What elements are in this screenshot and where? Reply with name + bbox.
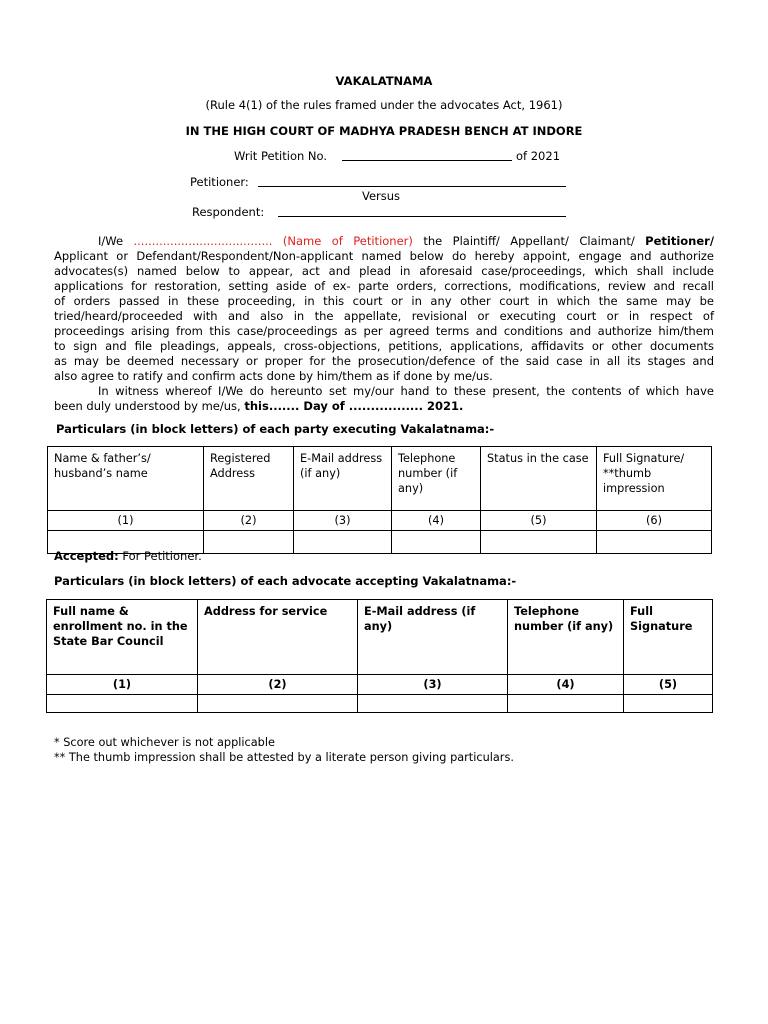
party-col-number: (4): [392, 511, 481, 531]
petitioner-blank[interactable]: [258, 186, 566, 187]
respondent-blank[interactable]: [278, 216, 566, 217]
party-entry-cell[interactable]: [392, 531, 481, 554]
party-col-number: (6): [597, 511, 712, 531]
para-line-6: tried/heard/proceeded with and also in the appellate, revisional or executing court or in respect of: [54, 309, 714, 323]
court-name: IN THE HIGH COURT OF MADHYA PRADESH BENCH AT INDORE: [185, 124, 583, 138]
writ-year: of 2021: [516, 149, 561, 163]
party-header-address: Registered Address: [204, 447, 294, 511]
party-header-status: Status in the case: [481, 447, 597, 511]
rule-subtitle: (Rule 4(1) of the rules framed under the advocates Act, 1961): [205, 98, 563, 112]
versus-label: Versus: [362, 189, 401, 203]
advocate-col-number: (5): [624, 675, 713, 695]
para-line-1: I/We ...................................... (Name of Petitioner) the Plaintiff/ Appellant/ Claimant/ Petitioner/: [98, 234, 715, 248]
para-line-7: proceedings arising from this case/proceedings as per agreed terms and conditions and authorize him/them: [54, 324, 714, 338]
advocate-col-number: (2): [198, 675, 358, 695]
para-line-2: Applicant or Defendant/Respondent/Non-applicant named below do hereby appoint, engage and authorize: [54, 249, 714, 263]
advocate-header-telephone: Telephone number (if any): [508, 600, 624, 675]
para-line-9: as may be deemed necessary or proper for the prosecution/defence of the said case in all its stages and: [54, 354, 714, 368]
footnote-thumb-impression: ** The thumb impression shall be attested by a literate person giving particulars.: [54, 751, 514, 764]
para-line-8: to sign and file pleadings, appeals, cross-objections, petitions, applications, affidavits or other documents: [54, 339, 714, 353]
party-entry-cell[interactable]: [294, 531, 392, 554]
petitioner-label: Petitioner:: [190, 175, 249, 189]
advocate-entry-cell[interactable]: [358, 695, 508, 713]
witness-line-2: been duly understood by me/us, this....... Day of ................. 2021.: [54, 399, 464, 413]
advocate-header-email: E-Mail address (if any): [358, 600, 508, 675]
party-number-row: [48, 511, 712, 531]
para-line-4: applications for restoration, setting aside of ex- parte orders, corrections, modifications, review and recall: [54, 279, 714, 293]
writ-number-blank[interactable]: [342, 160, 512, 161]
witness-line-1: In witness whereof I/We do hereunto set my/our hand to these present, the contents of which have: [98, 384, 714, 398]
para-line-5: of orders passed in these proceeding, in this court or in any other court in which the same may be: [54, 294, 714, 308]
footnote-score-out: * Score out whichever is not applicable: [54, 736, 275, 749]
party-col-number: (1): [48, 511, 204, 531]
advocate-number-row: [47, 675, 713, 695]
advocate-col-number: (1): [47, 675, 198, 695]
para-line-10: also agree to ratify and confirm acts done by him/them as if done by me/us.: [54, 369, 493, 383]
party-header-row: [48, 447, 712, 511]
petitioner-name-blank[interactable]: ......................................: [133, 234, 273, 248]
petitioner-name-placeholder: (Name of Petitioner): [282, 234, 413, 248]
para-line-3: advocates(s) named below to appear, act and plead in aforesaid case/proceedings, which shall include: [54, 264, 714, 278]
advocate-col-number: (3): [358, 675, 508, 695]
advocate-entry-cell[interactable]: [508, 695, 624, 713]
advocate-col-number: (4): [508, 675, 624, 695]
advocate-section-heading: Particulars (in block letters) of each advocate accepting Vakalatnama:-: [54, 574, 517, 588]
party-header-email: E-Mail address (if any): [294, 447, 392, 511]
advocate-header-name: Full name & enrollment no. in the State Bar Council: [47, 600, 198, 675]
party-header-telephone: Telephone number (if any): [392, 447, 481, 511]
party-header-signature: Full Signature/ **thumb impression: [597, 447, 712, 511]
document-title: VAKALATNAMA: [335, 74, 433, 88]
advocate-header-address: Address for service: [198, 600, 358, 675]
respondent-label: Respondent:: [192, 205, 265, 219]
party-col-number: (5): [481, 511, 597, 531]
party-col-number: (2): [204, 511, 294, 531]
advocate-entry-cell[interactable]: [47, 695, 198, 713]
advocate-entry-row: [47, 695, 713, 713]
authorization-paragraph: [54, 234, 714, 414]
advocate-header-row: [47, 600, 713, 675]
advocate-entry-cell[interactable]: [624, 695, 713, 713]
witness-date: this....... Day of ................. 2021.: [244, 399, 464, 413]
writ-petition-label: Writ Petition No.: [234, 149, 328, 163]
advocate-table: [46, 599, 713, 713]
party-table: [47, 446, 712, 554]
accepted-line: Accepted: For Petitioner.: [54, 549, 202, 563]
party-entry-cell[interactable]: [481, 531, 597, 554]
party-section-heading: Particulars (in block letters) of each party executing Vakalatnama:-: [56, 422, 495, 436]
party-entry-cell[interactable]: [204, 531, 294, 554]
party-col-number: (3): [294, 511, 392, 531]
advocate-header-signature: Full Signature: [624, 600, 713, 675]
party-header-name: Name & father’s/ husband’s name: [48, 447, 204, 511]
advocate-entry-cell[interactable]: [198, 695, 358, 713]
party-entry-cell[interactable]: [597, 531, 712, 554]
